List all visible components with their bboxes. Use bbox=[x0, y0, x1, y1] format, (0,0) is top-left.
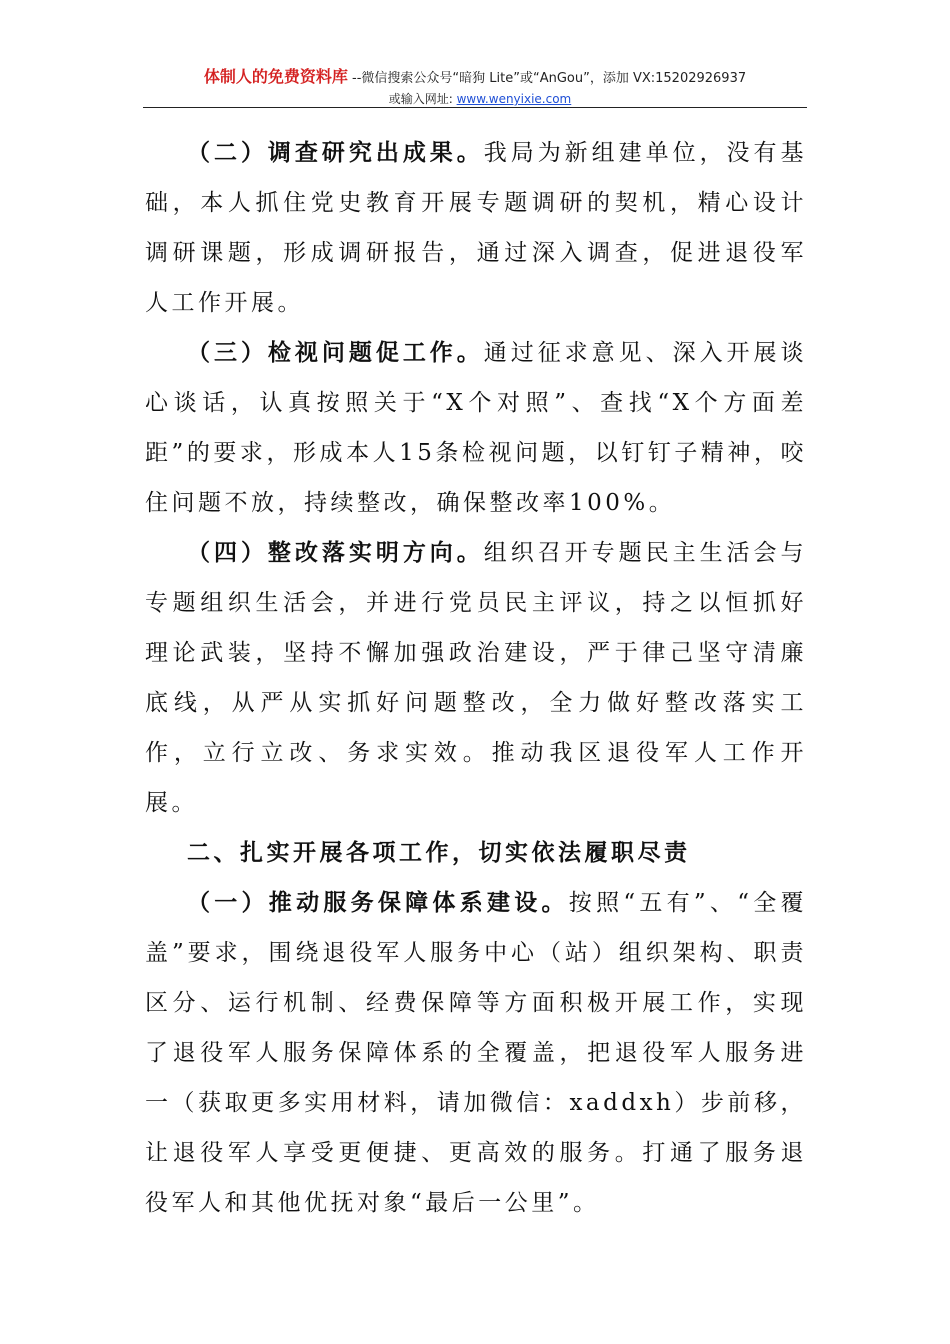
paragraph-service-system bbox=[145, 878, 807, 1228]
url-label: 或输入网址: bbox=[388, 92, 457, 106]
header-line-1 bbox=[0, 68, 950, 88]
website-link[interactable]: www.wenyixie.com bbox=[456, 92, 572, 106]
header-line-2 bbox=[0, 90, 950, 108]
paragraph-text: 我局为新组建单位，没有基础，本人抓住党史教育开展专题调研的契机，精心设计调研课题，形成调研报告，通过深入调查，促进退役军人工作开展。 bbox=[145, 140, 808, 316]
section-heading: 二、扎实开展各项工作，切实依法履职尽责 bbox=[187, 840, 691, 866]
paragraph-heading: （一）推动服务保障体系建设。 bbox=[187, 890, 569, 916]
paragraph-heading: （三）检视问题促工作。 bbox=[187, 340, 484, 366]
brand-title: 体制人的免费资料库 bbox=[203, 67, 348, 86]
paragraph-rectification bbox=[145, 528, 807, 828]
document-body bbox=[145, 128, 807, 1228]
header-divider bbox=[143, 107, 807, 108]
paragraph-text: 通过征求意见、深入开展谈心谈话，认真按照关于“X个对照”、查找“X个方面差距”的要求，形成本人15条检视问题，以钉钉子精神，咬住问题不放，持续整改，确保整改率100%。 bbox=[145, 340, 808, 516]
paragraph-heading: （二）调查研究出成果。 bbox=[187, 140, 484, 166]
promo-text: --微信搜索公众号“暗狗 Lite”或“AnGou”，添加 VX:15202926937 bbox=[347, 71, 747, 86]
paragraph-research bbox=[145, 128, 807, 328]
watermark-header bbox=[0, 68, 950, 108]
paragraph-review bbox=[145, 328, 807, 528]
paragraph-text: 组织召开专题民主生活会与专题组织生活会，并进行党员民主评议，持之以恒抓好理论武装，坚持不懈加强政治建设，严于律己坚守清廉底线，从严从实抓好问题整改，全力做好整改落实工作，立行立改、务求实效。推动我区退役军人工作开展。 bbox=[145, 540, 808, 816]
paragraph-text: 按照“五有”、“全覆盖”要求，围绕退役军人服务中心（站）组织架构、职责区分、运行机制、经费保障等方面积极开展工作，实现了退役军人服务保障体系的全覆盖，把退役军人服务进一（获取更多实用材料，请加微信：xaddxh）步前移，让退役军人享受更便捷、更高效的服务。打通了服务退役军人和其他优抚对象“最后一公里”。 bbox=[145, 890, 808, 1216]
paragraph-heading: （四）整改落实明方向。 bbox=[187, 540, 484, 566]
